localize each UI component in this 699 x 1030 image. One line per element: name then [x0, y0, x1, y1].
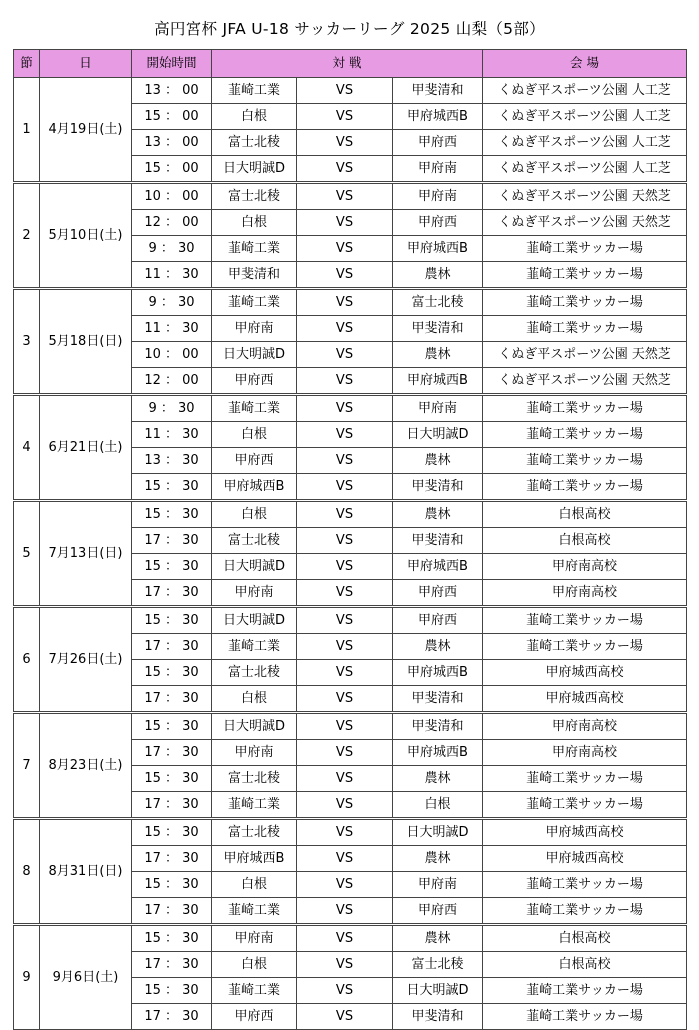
kickoff-time: 13 ： 00 — [132, 130, 212, 156]
home-team: 富士北稜 — [212, 766, 297, 792]
vs-label: VS — [297, 634, 393, 660]
home-team: 白根 — [212, 872, 297, 898]
venue: 甲府城西高校 — [483, 819, 687, 846]
home-team: 富士北稜 — [212, 528, 297, 554]
away-team: 甲府南 — [393, 183, 483, 210]
kickoff-time: 17 ： 30 — [132, 686, 212, 713]
kickoff-time: 17 ： 30 — [132, 846, 212, 872]
home-team: 甲府城西B — [212, 846, 297, 872]
kickoff-time: 9 ： 30 — [132, 289, 212, 316]
venue: 甲府城西高校 — [483, 846, 687, 872]
venue: 白根高校 — [483, 501, 687, 528]
round-number: 2 — [14, 183, 40, 289]
away-team: 甲斐清和 — [393, 1004, 483, 1030]
venue: 白根高校 — [483, 925, 687, 952]
vs-label: VS — [297, 554, 393, 580]
venue: 韮崎工業サッカー場 — [483, 607, 687, 634]
kickoff-time: 15 ： 30 — [132, 474, 212, 501]
venue: 韮崎工業サッカー場 — [483, 766, 687, 792]
vs-label: VS — [297, 210, 393, 236]
away-team: 日大明誠D — [393, 819, 483, 846]
kickoff-time: 15 ： 00 — [132, 156, 212, 183]
away-team: 白根 — [393, 792, 483, 819]
kickoff-time: 13 ： 30 — [132, 448, 212, 474]
venue: 甲府南高校 — [483, 713, 687, 740]
away-team: 甲府城西B — [393, 368, 483, 395]
home-team: 富士北稜 — [212, 660, 297, 686]
vs-label: VS — [297, 183, 393, 210]
away-team: 甲斐清和 — [393, 686, 483, 713]
venue: 甲府城西高校 — [483, 686, 687, 713]
header-setsu: 節 — [14, 50, 40, 78]
venue: 韮崎工業サッカー場 — [483, 634, 687, 660]
kickoff-time: 15 ： 30 — [132, 554, 212, 580]
round-group — [14, 289, 687, 395]
venue: 韮崎工業サッカー場 — [483, 1004, 687, 1030]
away-team: 農林 — [393, 766, 483, 792]
away-team: 甲斐清和 — [393, 528, 483, 554]
venue: 韮崎工業サッカー場 — [483, 316, 687, 342]
away-team: 甲府城西B — [393, 236, 483, 262]
away-team: 甲府城西B — [393, 554, 483, 580]
vs-label: VS — [297, 156, 393, 183]
home-team: 韮崎工業 — [212, 78, 297, 104]
round-number: 5 — [14, 501, 40, 607]
table-row — [14, 78, 687, 104]
kickoff-time: 17 ： 30 — [132, 1004, 212, 1030]
home-team: 甲府城西B — [212, 474, 297, 501]
kickoff-time: 15 ： 30 — [132, 819, 212, 846]
venue: 韮崎工業サッカー場 — [483, 262, 687, 289]
venue: 韮崎工業サッカー場 — [483, 422, 687, 448]
match-date: 4月19日(土) — [40, 78, 132, 183]
away-team: 甲府南 — [393, 872, 483, 898]
vs-label: VS — [297, 474, 393, 501]
table-row — [14, 501, 687, 528]
header-row — [14, 50, 687, 78]
kickoff-time: 15 ： 30 — [132, 766, 212, 792]
table-row — [14, 395, 687, 422]
vs-label: VS — [297, 528, 393, 554]
home-team: 甲府西 — [212, 368, 297, 395]
kickoff-time: 11 ： 30 — [132, 316, 212, 342]
table-row — [14, 607, 687, 634]
home-team: 白根 — [212, 501, 297, 528]
away-team: 農林 — [393, 634, 483, 660]
vs-label: VS — [297, 1004, 393, 1030]
home-team: 甲府南 — [212, 580, 297, 607]
kickoff-time: 17 ： 30 — [132, 528, 212, 554]
home-team: 白根 — [212, 686, 297, 713]
table-row — [14, 713, 687, 740]
venue: くぬぎ平スポーツ公園 天然芝 — [483, 183, 687, 210]
kickoff-time: 10 ： 00 — [132, 183, 212, 210]
home-team: 日大明誠D — [212, 156, 297, 183]
header-match: 対 戦 — [212, 50, 483, 78]
table-row — [14, 289, 687, 316]
home-team: 富士北稜 — [212, 819, 297, 846]
match-date: 7月26日(土) — [40, 607, 132, 713]
venue: 韮崎工業サッカー場 — [483, 792, 687, 819]
vs-label: VS — [297, 395, 393, 422]
match-date: 7月13日(日) — [40, 501, 132, 607]
kickoff-time: 10 ： 00 — [132, 342, 212, 368]
venue: 韮崎工業サッカー場 — [483, 872, 687, 898]
match-date: 6月21日(土) — [40, 395, 132, 501]
kickoff-time: 11 ： 30 — [132, 262, 212, 289]
home-team: 日大明誠D — [212, 607, 297, 634]
venue: 甲府南高校 — [483, 554, 687, 580]
vs-label: VS — [297, 104, 393, 130]
away-team: 甲斐清和 — [393, 474, 483, 501]
round-group — [14, 501, 687, 607]
away-team: 農林 — [393, 925, 483, 952]
venue: 甲府南高校 — [483, 580, 687, 607]
table-row — [14, 925, 687, 952]
vs-label: VS — [297, 262, 393, 289]
vs-label: VS — [297, 368, 393, 395]
home-team: 韮崎工業 — [212, 792, 297, 819]
home-team: 甲府南 — [212, 740, 297, 766]
vs-label: VS — [297, 660, 393, 686]
away-team: 農林 — [393, 846, 483, 872]
venue: くぬぎ平スポーツ公園 人工芝 — [483, 104, 687, 130]
kickoff-time: 17 ： 30 — [132, 792, 212, 819]
kickoff-time: 17 ： 30 — [132, 898, 212, 925]
home-team: 富士北稜 — [212, 130, 297, 156]
venue: くぬぎ平スポーツ公園 天然芝 — [483, 368, 687, 395]
away-team: 農林 — [393, 501, 483, 528]
home-team: 甲府西 — [212, 448, 297, 474]
kickoff-time: 11 ： 30 — [132, 422, 212, 448]
away-team: 甲府西 — [393, 210, 483, 236]
vs-label: VS — [297, 607, 393, 634]
kickoff-time: 15 ： 30 — [132, 925, 212, 952]
venue: 韮崎工業サッカー場 — [483, 978, 687, 1004]
vs-label: VS — [297, 740, 393, 766]
match-date: 8月23日(土) — [40, 713, 132, 819]
round-number: 6 — [14, 607, 40, 713]
venue: くぬぎ平スポーツ公園 人工芝 — [483, 156, 687, 183]
round-group — [14, 607, 687, 713]
home-team: 韮崎工業 — [212, 898, 297, 925]
match-date: 8月31日(日) — [40, 819, 132, 925]
kickoff-time: 17 ： 30 — [132, 580, 212, 607]
away-team: 甲斐清和 — [393, 78, 483, 104]
match-date: 9月6日(土) — [40, 925, 132, 1030]
away-team: 甲府城西B — [393, 740, 483, 766]
kickoff-time: 9 ： 30 — [132, 395, 212, 422]
away-team: 農林 — [393, 262, 483, 289]
vs-label: VS — [297, 448, 393, 474]
away-team: 甲府西 — [393, 898, 483, 925]
round-number: 1 — [14, 78, 40, 183]
away-team: 日大明誠D — [393, 422, 483, 448]
venue: 韮崎工業サッカー場 — [483, 236, 687, 262]
match-date: 5月10日(土) — [40, 183, 132, 289]
vs-label: VS — [297, 78, 393, 104]
home-team: 韮崎工業 — [212, 289, 297, 316]
home-team: 白根 — [212, 104, 297, 130]
table-row — [14, 819, 687, 846]
round-group — [14, 183, 687, 289]
round-group — [14, 925, 687, 1030]
vs-label: VS — [297, 422, 393, 448]
vs-label: VS — [297, 580, 393, 607]
away-team: 甲府西 — [393, 607, 483, 634]
away-team: 甲府西 — [393, 130, 483, 156]
home-team: 甲斐清和 — [212, 262, 297, 289]
vs-label: VS — [297, 898, 393, 925]
away-team: 甲府南 — [393, 395, 483, 422]
kickoff-time: 9 ： 30 — [132, 236, 212, 262]
round-number: 8 — [14, 819, 40, 925]
vs-label: VS — [297, 978, 393, 1004]
vs-label: VS — [297, 713, 393, 740]
home-team: 日大明誠D — [212, 554, 297, 580]
away-team: 甲斐清和 — [393, 713, 483, 740]
venue: 韮崎工業サッカー場 — [483, 289, 687, 316]
home-team: 韮崎工業 — [212, 236, 297, 262]
venue: くぬぎ平スポーツ公園 天然芝 — [483, 342, 687, 368]
kickoff-time: 17 ： 30 — [132, 740, 212, 766]
away-team: 甲府城西B — [393, 660, 483, 686]
header-day: 日 — [40, 50, 132, 78]
round-number: 4 — [14, 395, 40, 501]
vs-label: VS — [297, 130, 393, 156]
kickoff-time: 15 ： 30 — [132, 501, 212, 528]
vs-label: VS — [297, 316, 393, 342]
vs-label: VS — [297, 819, 393, 846]
page-title: 高円宮杯 JFA U-18 サッカーリーグ 2025 山梨（5部） — [154, 20, 545, 38]
home-team: 韮崎工業 — [212, 978, 297, 1004]
venue: 白根高校 — [483, 952, 687, 978]
away-team: 農林 — [393, 448, 483, 474]
vs-label: VS — [297, 342, 393, 368]
vs-label: VS — [297, 872, 393, 898]
away-team: 甲府城西B — [393, 104, 483, 130]
home-team: 甲府西 — [212, 1004, 297, 1030]
kickoff-time: 15 ： 30 — [132, 660, 212, 686]
kickoff-time: 17 ： 30 — [132, 952, 212, 978]
kickoff-time: 12 ： 00 — [132, 368, 212, 395]
kickoff-time: 17 ： 30 — [132, 634, 212, 660]
vs-label: VS — [297, 766, 393, 792]
vs-label: VS — [297, 236, 393, 262]
away-team: 富士北稜 — [393, 952, 483, 978]
home-team: 白根 — [212, 952, 297, 978]
round-group — [14, 395, 687, 501]
home-team: 甲府南 — [212, 925, 297, 952]
home-team: 甲府南 — [212, 316, 297, 342]
vs-label: VS — [297, 846, 393, 872]
home-team: 韮崎工業 — [212, 634, 297, 660]
round-number: 7 — [14, 713, 40, 819]
home-team: 白根 — [212, 422, 297, 448]
away-team: 甲府西 — [393, 580, 483, 607]
schedule-table — [13, 49, 687, 1030]
venue: くぬぎ平スポーツ公園 人工芝 — [483, 130, 687, 156]
home-team: 富士北稜 — [212, 183, 297, 210]
round-number: 9 — [14, 925, 40, 1030]
home-team: 韮崎工業 — [212, 395, 297, 422]
venue: 韮崎工業サッカー場 — [483, 898, 687, 925]
match-date: 5月18日(日) — [40, 289, 132, 395]
round-group — [14, 713, 687, 819]
away-team: 富士北稜 — [393, 289, 483, 316]
venue: 白根高校 — [483, 528, 687, 554]
header-venue: 会 場 — [483, 50, 687, 78]
away-team: 甲斐清和 — [393, 316, 483, 342]
venue: 甲府南高校 — [483, 740, 687, 766]
venue: くぬぎ平スポーツ公園 人工芝 — [483, 78, 687, 104]
vs-label: VS — [297, 686, 393, 713]
kickoff-time: 15 ： 30 — [132, 978, 212, 1004]
kickoff-time: 15 ： 30 — [132, 872, 212, 898]
round-group — [14, 819, 687, 925]
vs-label: VS — [297, 792, 393, 819]
header-time: 開始時間 — [132, 50, 212, 78]
away-team: 農林 — [393, 342, 483, 368]
venue: 韮崎工業サッカー場 — [483, 395, 687, 422]
kickoff-time: 15 ： 30 — [132, 713, 212, 740]
round-group — [14, 78, 687, 183]
vs-label: VS — [297, 501, 393, 528]
away-team: 日大明誠D — [393, 978, 483, 1004]
venue: くぬぎ平スポーツ公園 天然芝 — [483, 210, 687, 236]
home-team: 日大明誠D — [212, 713, 297, 740]
vs-label: VS — [297, 952, 393, 978]
venue: 甲府城西高校 — [483, 660, 687, 686]
kickoff-time: 12 ： 00 — [132, 210, 212, 236]
vs-label: VS — [297, 925, 393, 952]
vs-label: VS — [297, 289, 393, 316]
round-number: 3 — [14, 289, 40, 395]
kickoff-time: 15 ： 00 — [132, 104, 212, 130]
venue: 韮崎工業サッカー場 — [483, 448, 687, 474]
venue: 韮崎工業サッカー場 — [483, 474, 687, 501]
away-team: 甲府南 — [393, 156, 483, 183]
home-team: 白根 — [212, 210, 297, 236]
table-row — [14, 183, 687, 210]
kickoff-time: 15 ： 30 — [132, 607, 212, 634]
home-team: 日大明誠D — [212, 342, 297, 368]
kickoff-time: 13 ： 00 — [132, 78, 212, 104]
